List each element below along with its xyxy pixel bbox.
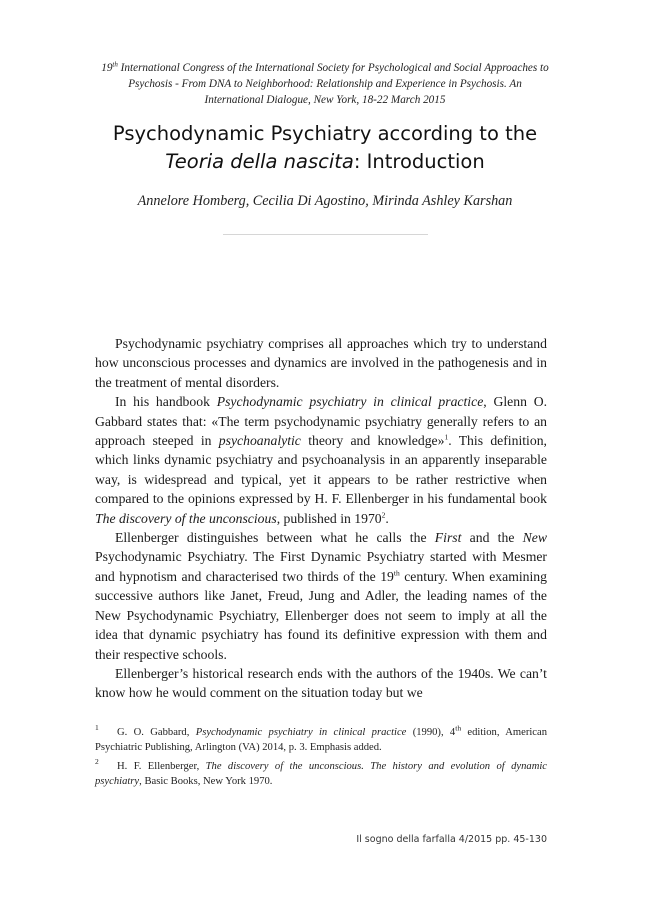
footnote-ref-1[interactable]: 1 xyxy=(444,432,449,442)
authors: Annelore Homberg, Cecilia Di Agostino, Mirinda Ashley Karshan xyxy=(137,193,513,209)
emphasis-italic: New xyxy=(522,530,547,546)
emphasis-italic: First xyxy=(434,530,462,546)
footnotes xyxy=(95,725,547,793)
book-title-italic: The discovery of the unconscious xyxy=(95,510,277,526)
book-title-italic: Psychodynamic psychiatry in clinical practice xyxy=(195,727,407,738)
text-run: edition, American Psychiatric Publishing, Arlington (VA) 2014, p. 3. Emphasis added. xyxy=(95,727,547,753)
paragraph-4: Ellenberger’s historical research ends with the authors of the 1940s. We can’t know how he would comment on the situation today but we xyxy=(95,665,547,701)
text-run: (1990), 4 xyxy=(406,727,456,738)
ordinal-suffix: th xyxy=(393,568,400,578)
title-italic-part: Teoria della nascita xyxy=(165,150,354,173)
text-run: , published in 1970 xyxy=(276,510,382,526)
emphasis-italic: psychoanalytic xyxy=(218,433,301,449)
separator-rule xyxy=(223,234,428,235)
ordinal-suffix: th xyxy=(455,723,462,733)
congress-header-note xyxy=(100,60,550,108)
journal-footer: Il sogno della farfalla 4/2015 pp. 45-130 xyxy=(356,834,547,845)
body-text xyxy=(95,334,547,703)
text-run: . xyxy=(385,510,389,526)
footnote-2: 2 H. F. Ellenberger, The discovery of the unconscious. The history and evolution of dynamic psychiatry, Basic Books, New York 1970. xyxy=(95,757,547,787)
text-run: , Basic Books, New York 1970. xyxy=(139,776,273,787)
text-run: Ellenberger distinguishes between what he calls the xyxy=(115,530,435,546)
text-run: . This definition, which links dynamic psychiatry and psychoanalysis in an apparently inseparable way, is widespread and typical, yet it appears to be rather restrictive when compared to the opinions expressed by H. F. Ellenberger in his fundamental book xyxy=(95,433,547,507)
congress-description: International Congress of the International Society for Psychological and Social Approaches to Psychosis - From DNA to Neighborhood: Relationship and Experience in Psychosis. An International Dialogue, New York, 18-22 March 2015 xyxy=(117,62,549,106)
book-title-italic: Psychodynamic psychiatry in clinical practice xyxy=(216,394,484,410)
paragraph-1: Psychodynamic psychiatry comprises all approaches which try to understand how unconscious processes and dynamics are involved in the pathogenesis and in the treatment of mental disorders. xyxy=(95,336,547,390)
footnote-1: 1 G. O. Gabbard, Psychodynamic psychiatry in clinical practice (1990), 4th edition, American Psychiatric Publishing, Arlington (VA) 2014, p. 3. Emphasis added. xyxy=(95,723,547,753)
text-run: In his handbook xyxy=(115,394,217,410)
footnote-ref-2[interactable]: 2 xyxy=(381,510,386,520)
text-run: , Glenn O. Gabbard states that: «The term psychodynamic psychiatry generally refers to an approach steeped in xyxy=(95,394,547,449)
article-title xyxy=(60,120,590,176)
paragraph-3 xyxy=(95,528,547,664)
text-run: theory and knowledge» xyxy=(300,433,445,449)
congress-ordinal: 19 xyxy=(101,62,113,74)
text-run: Psychodynamic Psychiatry. The First Dynamic Psychiatry started with Mesmer and hypnotism and characterised two thirds of the 19 xyxy=(95,549,547,584)
text-run: G. O. Gabbard, xyxy=(117,727,196,738)
text-run: and the xyxy=(461,530,523,546)
title-line-1: Psychodynamic Psychiatry according to the xyxy=(112,122,538,145)
book-title-italic: The discovery of the unconscious. The history and evolution of dynamic psychiatry xyxy=(95,761,547,787)
text-run: H. F. Ellenberger, xyxy=(117,761,206,772)
paragraph-2 xyxy=(95,392,547,528)
title-line-2-rest: : Introduction xyxy=(353,150,485,173)
text-run: century. When examining successive authors like Janet, Freud, Jung and Adler, the leading names of the New Psychodynamic Psychiatry, Ellenberger does not seem to imply at all the idea that dynamic psychiatry has found its definitive expression with them and their respective schools. xyxy=(95,568,547,662)
ordinal-suffix: th xyxy=(112,60,118,69)
